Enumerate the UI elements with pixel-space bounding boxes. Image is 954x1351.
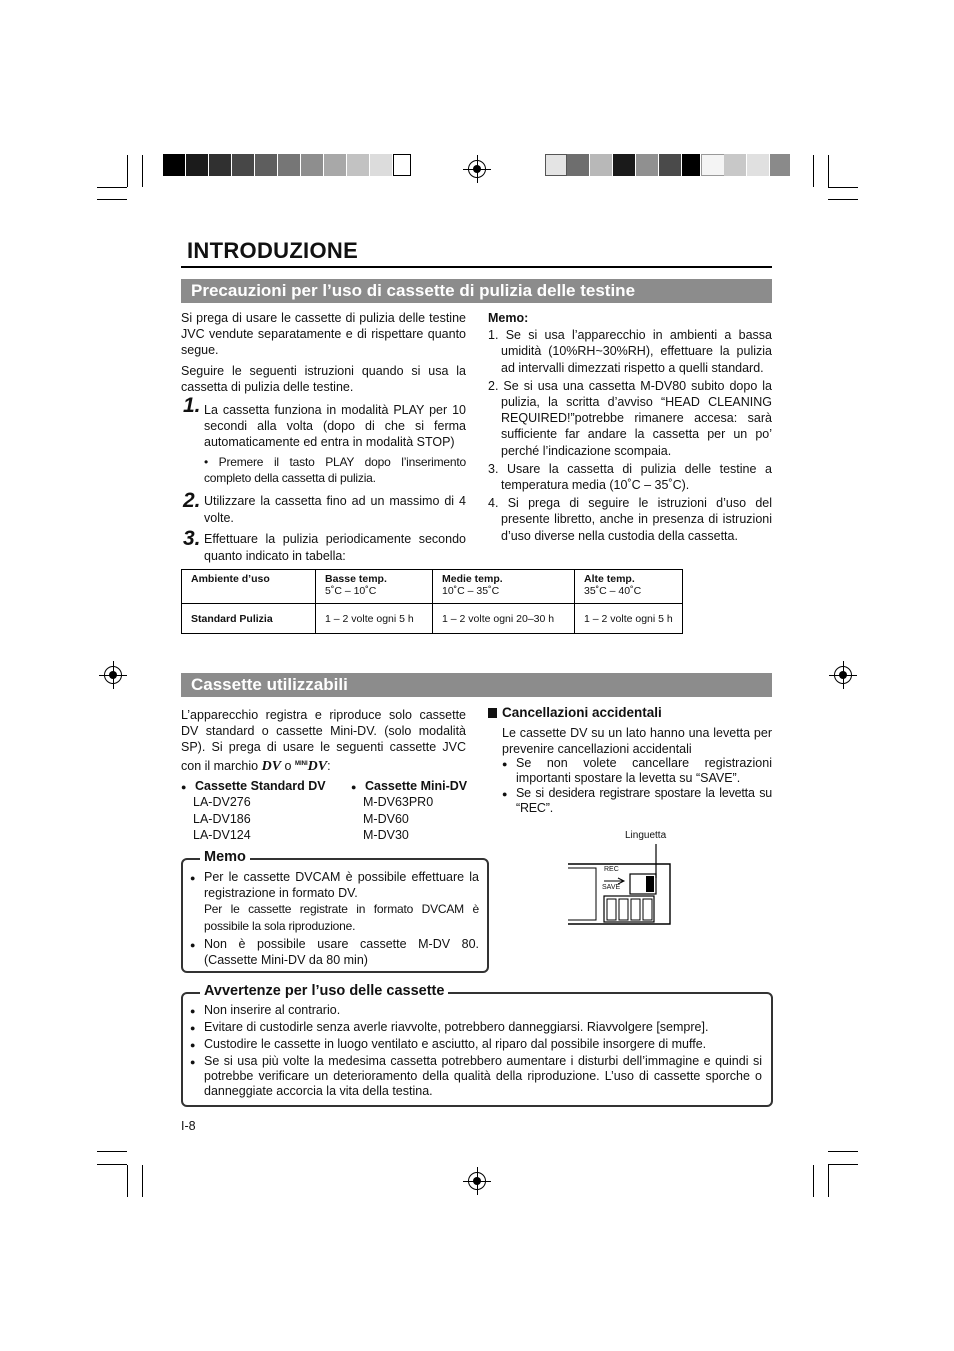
memo-item: 4. Si prega di seguire le istruzioni d’uso del presente libretto, anche in presenza di istruzioni d’uso diverse nella custodia della cassetta. [488, 496, 772, 543]
erasure-heading [488, 705, 772, 720]
memo-subtext: Per le cassette registrate in formato DVCAM è possibile la sola riproduzione. [204, 902, 479, 933]
list-item: LA-DV276 [193, 795, 251, 810]
step-1-note: • Premere il tasto PLAY dopo l’inserimento completo della cassetta di pulizia. [204, 455, 466, 486]
mini-label: MINI [294, 760, 308, 767]
list-item: M-DV30 [363, 828, 409, 843]
memo-bullet: ● Non è possibile usare cassette M-DV 80. (Cassette Mini-DV da 80 min) [190, 936, 479, 968]
memo-box-title: Memo [200, 849, 250, 865]
step-2 [181, 489, 466, 525]
step-text: Utilizzare la cassetta fino ad un massimo di 4 volte. [204, 494, 466, 525]
memo-bullet: ● Per le cassette DVCAM è possibile effettuare la registrazione in formato DV. [190, 869, 479, 901]
intro-paragraph-2: Seguire le seguenti istruzioni quando si usa la cassetta di pulizia delle testine. [181, 363, 466, 394]
warnings-list [190, 1002, 762, 1099]
memo-item: 2. Se si usa una cassetta M-DV80 subito dopo la pulizia, la scritta d’avviso “HEAD CLEANING REQUIRED!”potrebbe rimanere accesa: sarà sufficiente far andare la cassetta per un po’ perché l’indicazione scompaia. [488, 378, 772, 458]
table-row [182, 604, 683, 634]
list-item: M-DV60 [363, 811, 409, 826]
erasure-text: Le cassette DV su un lato hanno una levetta per prevenire cancellazioni accidentali [502, 726, 772, 757]
erasure-content [502, 725, 772, 816]
step-text: La cassetta funziona in modalità PLAY per 10 secondi alla volta (dopo di che si ferma automaticamente ed entra in modalità STOP) [204, 403, 466, 450]
table-cell: 1 – 2 volte ogni 5 h [316, 604, 433, 634]
warnings-title: Avvertenze per l’uso delle cassette [200, 983, 448, 999]
warning-item: ● Custodire le cassette in luogo ventilato e asciutto, al riparo dal possibile insorgere di muffe. [190, 1036, 762, 1052]
square-bullet-icon [488, 708, 497, 718]
table-header-cell: Medie temp. 10˚C – 35˚C [433, 570, 575, 604]
tab-label: Linguetta [625, 830, 667, 841]
cleaning-frequency-table [181, 569, 683, 634]
list-title: ● Cassette Mini-DV [351, 778, 481, 794]
cleaning-intro [181, 310, 466, 395]
step-number: 3. [183, 527, 201, 551]
section-heading-cassettes: Cassette utilizzabili [181, 673, 772, 697]
step-text: Effettuare la pulizia periodicamente secondo quanto indicato in tabella: [204, 532, 466, 563]
warning-item: ● Non inserire al contrario. [190, 1002, 762, 1018]
table-cell: 1 – 2 volte ogni 20–30 h [433, 604, 575, 634]
warning-item: ● Se si usa più volte la medesima cassetta potrebbero aumentare i disturbi dell’immagine e quindi si potrebbe verificare un deterioramento della qualità della riproduzione. L’uso di cassette sporche o danneggiate accorcia la vita della testina. [190, 1054, 762, 1099]
cassettes-intro [181, 707, 466, 775]
cleaning-memo [488, 310, 772, 544]
page-number: I-8 [181, 1119, 196, 1133]
erasure-bullet: ● Se si desidera registrare spostare la levetta su “REC”. [502, 786, 772, 816]
erasure-bullet: ● Se non volete cancellare registrazioni importanti spostare la levetta su “SAVE”. [502, 756, 772, 786]
table-header-cell: Basse temp. 5˚C – 10˚C [316, 570, 433, 604]
step-3 [181, 527, 466, 565]
registration-mark-icon [468, 1172, 486, 1190]
dv-logo-icon: DV [261, 758, 282, 774]
table-header-row [182, 570, 683, 604]
intro-text: L’apparecchio registra e riproduce solo cassette DV standard o cassette Mini-DV. (solo modalità SP). Si prega di usare le seguenti cassette JVC con il marchio [181, 708, 466, 773]
section-heading-cleaning: Precauzioni per l’uso di cassette di pulizia delle testine [181, 279, 772, 303]
list-item: LA-DV124 [193, 828, 251, 843]
rec-label: REC [604, 866, 619, 873]
table-cell: Standard Pulizia [182, 604, 316, 634]
mini-dv-logo-icon: DV [307, 758, 328, 774]
erasure-title: Cancellazioni accidentali [502, 705, 662, 720]
list-item: M-DV63PR0 [363, 795, 434, 810]
title-rule [181, 266, 772, 268]
table-cell: 1 – 2 volte ogni 5 h [575, 604, 683, 634]
list-item: LA-DV186 [193, 811, 251, 826]
cassette-drawing [560, 828, 680, 928]
step-number: 2. [183, 489, 201, 513]
step-1 [181, 394, 466, 454]
list-title: ● Cassette Standard DV [181, 778, 341, 794]
mini-dv-list [351, 778, 481, 844]
registration-mark-icon [104, 666, 122, 684]
warning-item: ● Evitare di custodirle senza averle riavvolte, potrebbero danneggiarsi. Riavvolgere [sempre]. [190, 1019, 762, 1035]
table-header-cell: Ambiente d’uso [182, 570, 316, 604]
standard-dv-list [181, 778, 341, 844]
step-number: 1. [183, 394, 201, 417]
or-text: o [284, 758, 292, 773]
cassette-diagram [560, 828, 680, 928]
registration-mark-icon [468, 160, 486, 178]
memo-label: Memo: [488, 311, 529, 325]
page-title: INTRODUZIONE [187, 238, 359, 263]
memo-item: 3. Usare la cassetta di pulizia delle testine a temperatura media (10˚C – 35˚C). [488, 461, 772, 493]
intro-paragraph-1: Si prega di usare le cassette di pulizia delle testine JVC vendute separatamente e di rispettare quanto segue. [181, 311, 466, 358]
save-label: SAVE [602, 884, 621, 891]
colon-text: : [327, 758, 331, 773]
registration-mark-icon [834, 666, 852, 684]
table-header-cell: Alte temp. 35˚C – 40˚C [575, 570, 683, 604]
memo-item: 1. Se si usa l’apparecchio in ambienti a bassa umidità (10%RH~30%RH), effettuare la pulizia ad intervalli dimezzati rispetto a quelli standard. [488, 328, 772, 375]
cleaning-steps [181, 394, 466, 565]
memo-box-content [190, 869, 479, 968]
